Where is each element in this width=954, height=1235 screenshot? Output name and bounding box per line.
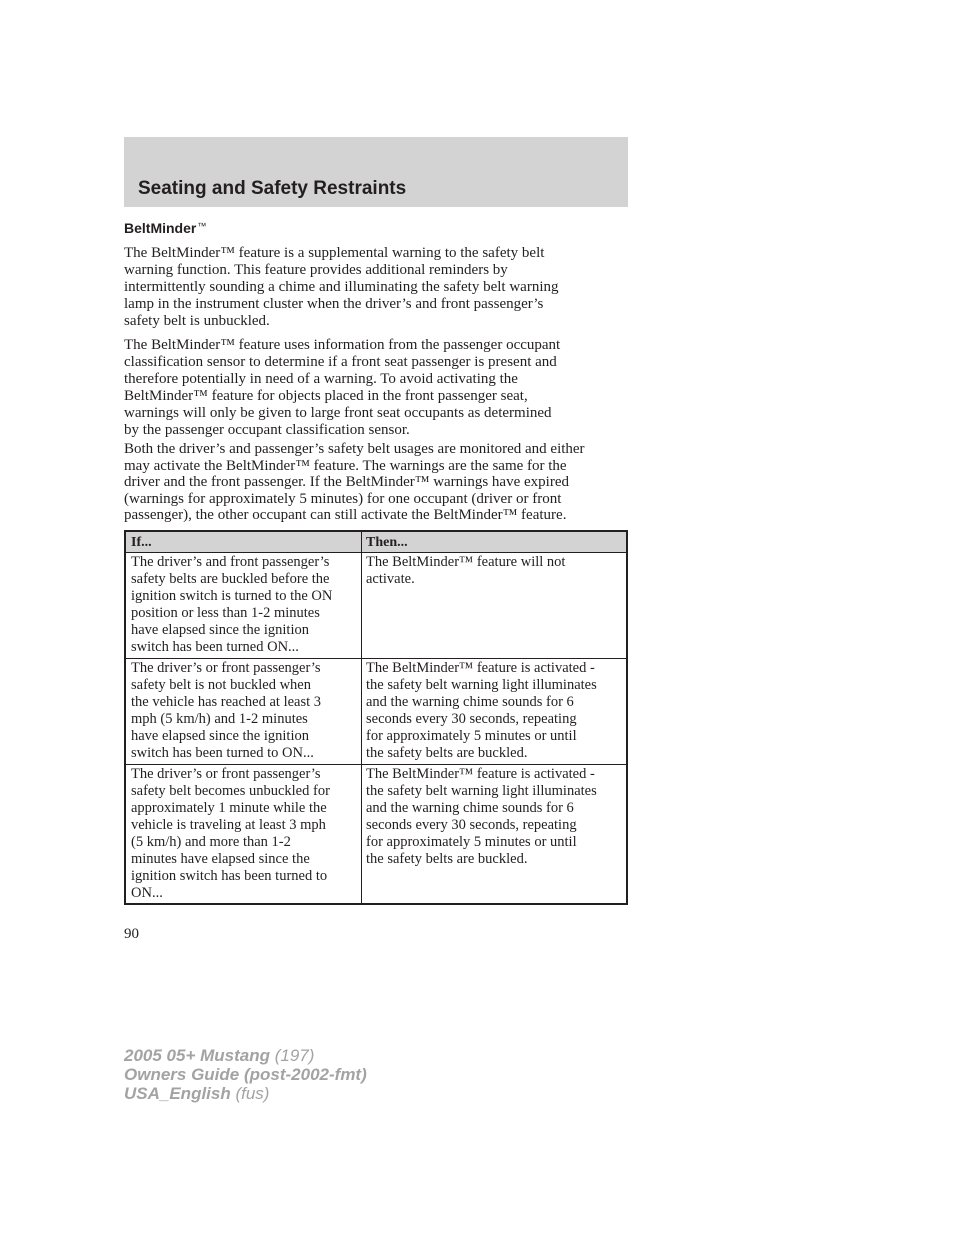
table-header-then: Then... — [366, 535, 408, 550]
cell-line: The driver’s or front passenger’s — [131, 766, 321, 782]
section-title: Seating and Safety Restraints — [138, 178, 407, 199]
table-cell-then — [366, 766, 597, 868]
cell-line: ON... — [131, 885, 163, 901]
cell-line: The driver’s or front passenger’s — [131, 660, 321, 676]
paragraph-3 — [124, 441, 628, 524]
paragraph-line: lamp in the instrument cluster when the driver’s and front passenger’s — [124, 296, 544, 312]
cell-line: (5 km/h) and more than 1-2 — [131, 834, 291, 850]
cell-line: have elapsed since the ignition — [131, 622, 309, 638]
document-footer — [124, 1046, 367, 1103]
cell-line: switch has been turned to ON... — [131, 745, 314, 761]
paragraph-line: passenger), the other occupant can still activate the BeltMinder™ feature. — [124, 507, 567, 523]
paragraph-line: The BeltMinder™ feature is a supplemental warning to the safety belt — [124, 245, 545, 261]
table-cell-then — [366, 554, 565, 588]
cell-line: safety belt is not buckled when — [131, 677, 311, 693]
cell-line: the vehicle has reached at least 3 — [131, 694, 322, 710]
paragraph-line: (warnings for approximately 5 minutes) for one occupant (driver or front — [124, 490, 562, 507]
footer-language-code: (fus) — [230, 1084, 270, 1103]
cell-line: The driver’s and front passenger’s — [131, 554, 330, 570]
cell-line: for approximately 5 minutes or until — [366, 728, 577, 744]
if-then-table — [124, 530, 628, 905]
cell-line: approximately 1 minute while the — [131, 800, 327, 816]
table-row-divider — [126, 764, 626, 765]
paragraph-line: therefore potentially in need of a warning. To avoid activating the — [124, 371, 518, 387]
footer-language: USA_English — [124, 1084, 231, 1103]
cell-line: the safety belts are buckled. — [366, 851, 528, 867]
table-header-if: If... — [131, 535, 152, 550]
cell-line: ignition switch is turned to the ON — [131, 588, 333, 604]
cell-line: for approximately 5 minutes or until — [366, 834, 577, 850]
footer-line-3 — [124, 1084, 367, 1103]
paragraph-line: classification sensor to determine if a front seat passenger is present and — [124, 354, 557, 370]
cell-line: The BeltMinder™ feature is activated - — [366, 766, 595, 782]
table-cell-if — [131, 660, 321, 762]
cell-line: ignition switch has been turned to — [131, 868, 328, 884]
footer-line-1 — [124, 1046, 367, 1065]
footer-line-2 — [124, 1065, 367, 1084]
paragraph-line: warning function. This feature provides additional reminders by — [124, 262, 508, 278]
footer-model: 2005 05+ Mustang — [124, 1046, 270, 1065]
cell-line: mph (5 km/h) and 1-2 minutes — [131, 711, 308, 727]
footer-guide: Owners Guide (post-2002-fmt) — [124, 1065, 367, 1084]
cell-line: safety belts are buckled before the — [131, 571, 330, 587]
paragraph-line: intermittently sounding a chime and illuminating the safety belt warning — [124, 279, 559, 295]
subheading-text: BeltMinder — [124, 220, 197, 236]
paragraph-line: by the passenger occupant classification sensor. — [124, 422, 410, 438]
paragraph-line: driver and the front passenger. If the BeltMinder™ warnings have expired — [124, 474, 569, 490]
cell-line: and the warning chime sounds for 6 — [366, 800, 574, 816]
paragraph-line: BeltMinder™ feature for objects placed in the front passenger seat, — [124, 388, 528, 404]
paragraph-line: warnings will only be given to large front seat occupants as determined — [124, 405, 552, 421]
table-column-divider — [361, 532, 362, 903]
paragraph-2 — [124, 337, 628, 439]
footer-model-code: (197) — [270, 1046, 315, 1065]
cell-line: seconds every 30 seconds, repeating — [366, 817, 577, 833]
table-cell-if — [131, 554, 332, 656]
cell-line: position or less than 1-2 minutes — [131, 605, 320, 621]
page-number: 90 — [124, 926, 139, 942]
paragraph-1 — [124, 245, 628, 330]
cell-line: vehicle is traveling at least 3 mph — [131, 817, 326, 833]
cell-line: The BeltMinder™ feature will not — [366, 554, 566, 570]
cell-line: safety belt becomes unbuckled for — [131, 783, 330, 799]
table-header-row — [126, 532, 626, 553]
paragraph-line: may activate the BeltMinder™ feature. The warnings are the same for the — [124, 457, 567, 474]
cell-line: seconds every 30 seconds, repeating — [366, 711, 577, 727]
table-cell-if — [131, 766, 330, 902]
cell-line: and the warning chime sounds for 6 — [366, 694, 574, 710]
table-row-divider — [126, 658, 626, 659]
table-cell-then — [366, 660, 597, 762]
cell-line: switch has been turned ON... — [131, 639, 299, 655]
cell-line: minutes have elapsed since the — [131, 851, 310, 867]
trademark-symbol: ™ — [197, 221, 207, 231]
cell-line: activate. — [366, 571, 415, 587]
cell-line: have elapsed since the ignition — [131, 728, 309, 744]
subheading-beltminder — [124, 220, 206, 236]
paragraph-line: The BeltMinder™ feature uses information from the passenger occupant — [124, 337, 561, 353]
paragraph-line: safety belt is unbuckled. — [124, 313, 270, 329]
cell-line: The BeltMinder™ feature is activated - — [366, 660, 595, 676]
cell-line: the safety belts are buckled. — [366, 745, 528, 761]
cell-line: the safety belt warning light illuminates — [366, 677, 597, 693]
cell-line: the safety belt warning light illuminates — [366, 783, 597, 799]
paragraph-line: Both the driver’s and passenger’s safety belt usages are monitored and either — [124, 441, 585, 457]
section-header — [124, 137, 628, 207]
